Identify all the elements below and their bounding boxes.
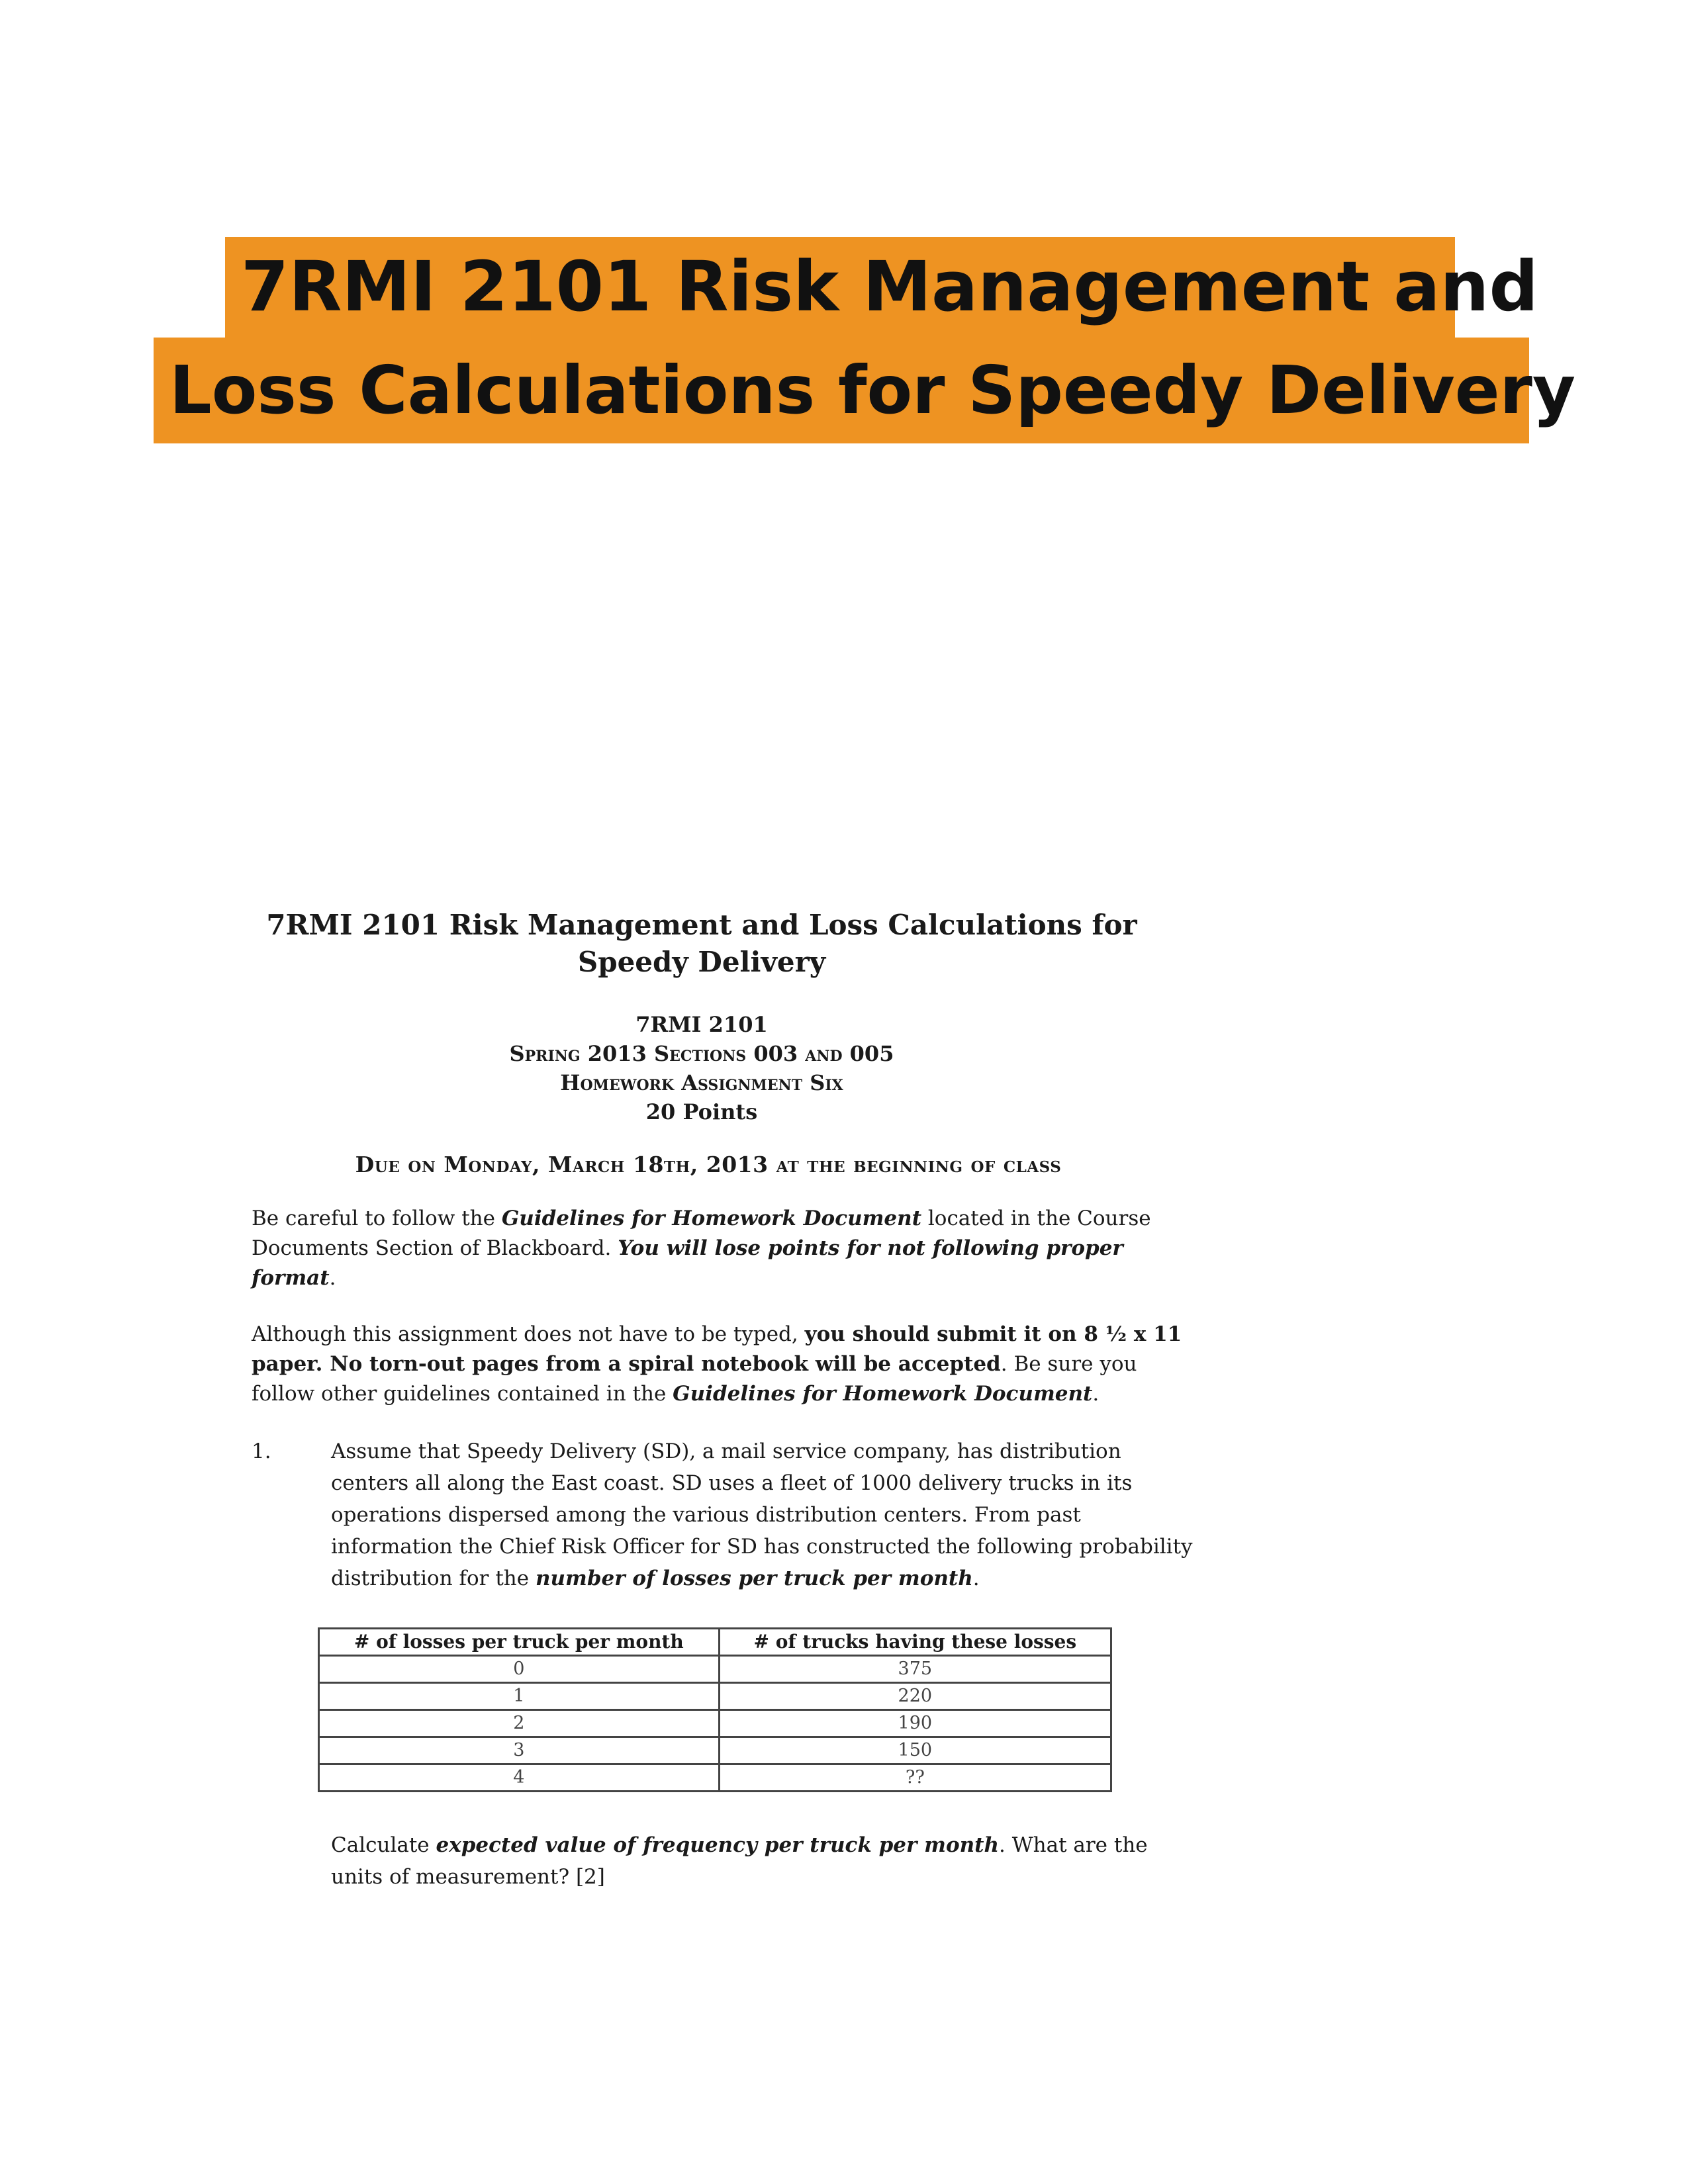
due-date: Due on Monday, March 18th, 2013 at the beginning of class [355,1152,1062,1177]
table-row [319,1764,1111,1792]
scanned-document [245,907,1218,1893]
emphasis: expected value of frequency per truck per month [436,1833,1000,1857]
table-cell: 375 [719,1656,1111,1683]
question-1 [252,1435,1218,1594]
assignment-header [245,1010,1218,1126]
text: . [329,1266,336,1290]
text: Calculate [331,1833,436,1857]
table-cell: 220 [719,1683,1111,1710]
column-header: # of losses per truck per month [319,1629,720,1656]
text: Although this assignment does not have to be typed, [252,1322,805,1346]
course-code: 7RMI 2101 [635,1012,768,1037]
format-warning: You will lose points for not following proper format [252,1236,1123,1290]
text: . What are the units of measurement? [2] [331,1833,1148,1889]
column-header: # of trucks having these losses [719,1629,1111,1656]
paper-paragraph [252,1320,1205,1409]
losses-table [318,1627,1112,1792]
table-cell: 190 [719,1710,1111,1737]
text: Be careful to follow the [252,1206,502,1230]
text: . Be sure you follow other guidelines contained in the [252,1352,1137,1406]
text: Assume that Speedy Delivery (SD), a mail service company, has distribution centers all along the East coast. SD uses a fleet of 1000 delivery trucks in its operations dispersed among the various distribution centers. From past information the Chief Risk Officer for SD has constructed the following probability distribution for the [331,1439,1193,1590]
guidelines-reference: Guidelines for Homework Document [501,1206,922,1230]
paper-requirement: you should submit it on 8 ½ x 11 paper. No torn-out pages from a spiral notebook will be accepted [252,1322,1182,1376]
question-number: 1. [252,1439,271,1463]
text: . [972,1567,980,1590]
emphasis: number of losses per truck per month [535,1567,973,1590]
points: 20 Points [645,1099,758,1124]
table-header-row [319,1629,1111,1656]
calculation-prompt [331,1829,1198,1893]
document-title: 7RMI 2101 Risk Management and Loss Calculations for Speedy Delivery [266,909,1137,978]
table-cell: 2 [319,1710,720,1737]
banner-title-line-2: Loss Calculations for Speedy Delivery [154,338,1529,443]
table-cell: 150 [719,1737,1111,1764]
guidelines-paragraph [252,1204,1205,1293]
table-cell: ?? [719,1764,1111,1792]
table-cell: 3 [319,1737,720,1764]
table-row [319,1656,1111,1683]
assignment-name: Homework Assignment Six [560,1070,843,1095]
question-text [331,1435,1205,1594]
table-row [319,1710,1111,1737]
table-cell: 1 [319,1683,720,1710]
banner-title-line-1: 7RMI 2101 Risk Management and [225,237,1455,338]
text: located in the Course Documents Section of Blackboard. [252,1206,1151,1260]
text: . [1092,1382,1100,1406]
table-cell: 4 [319,1764,720,1792]
term-sections: Spring 2013 Sections 003 and 005 [509,1041,894,1066]
table-row [319,1683,1111,1710]
table-cell: 0 [319,1656,720,1683]
table-row [319,1737,1111,1764]
guidelines-reference: Guidelines for Homework Document [673,1382,1093,1406]
